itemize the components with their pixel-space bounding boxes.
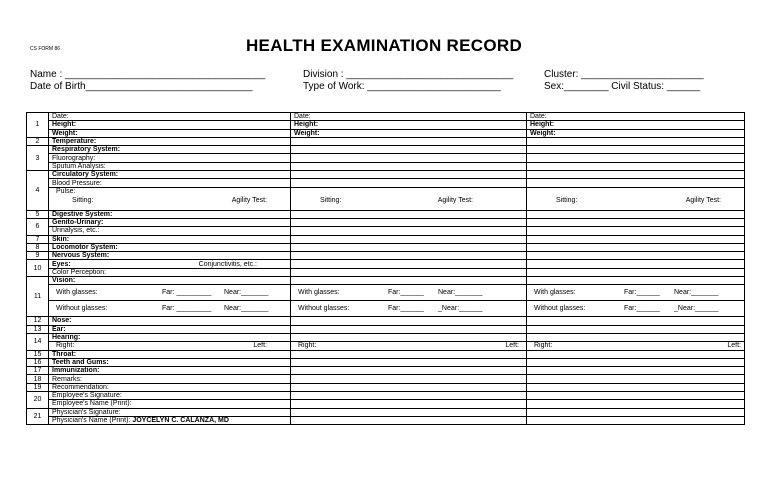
entry-cell[interactable] — [527, 162, 745, 170]
employee-signature-label: Employee's Signature: — [49, 392, 291, 400]
pulse-entry-cell[interactable] — [291, 187, 527, 210]
skin-label: Skin: — [49, 235, 291, 243]
right-label: Right: — [298, 342, 317, 350]
table-row — [27, 325, 745, 333]
row-number: 15 — [27, 350, 49, 358]
table-row — [27, 162, 745, 170]
row-number: 7 — [27, 235, 49, 243]
table-row — [27, 235, 745, 243]
entry-cell[interactable] — [291, 154, 527, 162]
far-label: Far:______ — [624, 305, 660, 313]
right-label: Right: — [534, 342, 553, 350]
entry-cell[interactable] — [291, 146, 527, 154]
sitting-label: Sitting: — [320, 196, 342, 204]
entry-cell[interactable] — [527, 171, 745, 179]
entry-cell[interactable] — [527, 235, 745, 243]
row-number: 3 — [27, 146, 49, 171]
with-glasses-entry[interactable] — [527, 285, 745, 301]
row-number: 11 — [27, 277, 49, 317]
height-label: Height: — [49, 121, 291, 129]
row-number: 8 — [27, 243, 49, 251]
cluster-field[interactable]: Cluster: ______________________ — [544, 69, 704, 80]
table-row — [27, 333, 745, 341]
table-row — [27, 285, 745, 301]
date-label[interactable]: Date: — [291, 113, 527, 121]
entry-cell[interactable] — [291, 375, 527, 383]
far-label: Far: _________ — [162, 289, 212, 297]
table-row — [27, 268, 745, 276]
weight-label: Weight: — [49, 129, 291, 137]
entry-cell[interactable] — [291, 392, 527, 400]
table-row — [27, 383, 745, 391]
row-number: 21 — [27, 408, 49, 425]
entry-cell[interactable] — [291, 179, 527, 187]
with-glasses-label: With glasses: — [534, 289, 576, 297]
entry-cell[interactable] — [527, 146, 745, 154]
table-row — [27, 187, 745, 210]
entry-cell[interactable] — [291, 408, 527, 416]
entry-cell[interactable] — [527, 400, 745, 408]
row-number: 14 — [27, 333, 49, 350]
row-number: 18 — [27, 375, 49, 383]
near-label: _Near:______ — [438, 305, 483, 313]
physician-name-label: Physician's Name (Print): — [52, 417, 131, 425]
table-row — [27, 392, 745, 400]
physician-signature-label: Physician's Signature: — [49, 408, 291, 416]
entry-cell[interactable] — [527, 227, 745, 235]
row-number: 20 — [27, 392, 49, 409]
entry-cell[interactable] — [291, 325, 527, 333]
table-row — [27, 408, 745, 416]
entry-cell[interactable] — [291, 367, 527, 375]
row-number: 10 — [27, 260, 49, 277]
remarks-label: Remarks: — [49, 375, 291, 383]
urinalysis-label: Urinalysis, etc.: — [49, 227, 291, 235]
date-label[interactable]: Date: — [527, 113, 745, 121]
near-label: Near:_______ — [224, 289, 269, 297]
entry-cell[interactable] — [527, 252, 745, 260]
table-row — [27, 277, 745, 285]
hearing-entry[interactable] — [527, 342, 745, 350]
type-of-work-field[interactable]: Type of Work: ________________________ — [303, 81, 501, 92]
entry-cell[interactable] — [527, 408, 745, 416]
with-glasses-label: With glasses: — [56, 289, 98, 297]
date-label: Date: — [49, 113, 291, 121]
table-row — [27, 317, 745, 325]
entry-cell[interactable] — [527, 383, 745, 391]
physician-name-cell — [49, 416, 291, 424]
row-number: 17 — [27, 367, 49, 375]
blood-pressure-label: Blood Pressure: — [49, 179, 291, 187]
without-glasses-entry[interactable] — [291, 301, 527, 317]
hearing-cell — [49, 342, 291, 350]
near-label: Near:_______ — [224, 305, 269, 313]
entry-cell[interactable] — [291, 268, 527, 276]
color-perception-label: Color Perception: — [49, 268, 291, 276]
entry-cell[interactable] — [291, 162, 527, 170]
left-label: Left: — [253, 342, 267, 350]
row-number: 5 — [27, 210, 49, 218]
table-row — [27, 171, 745, 179]
hearing-entry[interactable] — [291, 342, 527, 350]
agility-label: Agility Test: — [685, 196, 721, 204]
far-label: Far:______ — [388, 305, 424, 313]
physician-name-value: JOYCELYN C. CALANZA, MD — [132, 417, 229, 425]
nervous-label: Nervous System: — [49, 252, 291, 260]
fluorography-label: Fluorography: — [49, 154, 291, 162]
entry-cell[interactable] — [291, 416, 527, 424]
with-glasses-cell — [49, 285, 291, 301]
hearing-label: Hearing: — [49, 333, 291, 341]
eyes-cell — [49, 260, 291, 268]
table-row — [27, 146, 745, 154]
entry-cell[interactable] — [527, 243, 745, 251]
eyes-label: Eyes: — [52, 260, 71, 268]
table-row — [27, 301, 745, 317]
teeth-label: Teeth and Gums: — [49, 358, 291, 366]
entry-cell[interactable] — [527, 416, 745, 424]
entry-cell[interactable] — [527, 367, 745, 375]
sitting-label: Sitting: — [72, 196, 94, 204]
entry-cell[interactable] — [291, 260, 527, 268]
entry-cell[interactable] — [527, 375, 745, 383]
immunization-label: Immunization: — [49, 367, 291, 375]
entry-cell[interactable] — [527, 210, 745, 218]
entry-cell[interactable] — [291, 350, 527, 358]
entry-cell[interactable] — [527, 277, 745, 285]
row-number: 4 — [27, 171, 49, 211]
without-glasses-label: Without glasses: — [534, 305, 586, 313]
entry-cell[interactable] — [291, 235, 527, 243]
ear-label: Ear: — [49, 325, 291, 333]
digestive-label: Digestive System: — [49, 210, 291, 218]
table-row — [27, 218, 745, 226]
entry-cell[interactable] — [291, 317, 527, 325]
row-number: 12 — [27, 317, 49, 325]
table-row — [27, 252, 745, 260]
entry-cell[interactable] — [291, 243, 527, 251]
locomotor-label: Locomotor System: — [49, 243, 291, 251]
table-row — [27, 113, 745, 121]
row-number: 16 — [27, 358, 49, 366]
height-label[interactable]: Height: — [291, 121, 527, 129]
row-number: 9 — [27, 252, 49, 260]
row-number: 13 — [27, 325, 49, 333]
dob-field[interactable]: Date of Birth______________________________ — [30, 81, 253, 92]
conjunctivitis-label: Conjunctivitis, etc.: — [198, 260, 257, 268]
pulse-cell — [49, 187, 291, 210]
entry-cell[interactable] — [527, 333, 745, 341]
entry-cell[interactable] — [527, 268, 745, 276]
entry-cell[interactable] — [291, 383, 527, 391]
near-label: Near:_______ — [438, 289, 483, 297]
with-glasses-entry[interactable] — [291, 285, 527, 301]
name-field[interactable]: Name : ____________________________________ — [30, 69, 266, 80]
temperature-label: Temperature: — [49, 137, 291, 145]
entry-cell[interactable] — [527, 137, 745, 145]
sitting-label: Sitting: — [556, 196, 578, 204]
entry-cell[interactable] — [291, 333, 527, 341]
entry-cell[interactable] — [527, 358, 745, 366]
agility-label: Agility Test: — [437, 196, 473, 204]
row-number: 1 — [27, 113, 49, 138]
sex-civil-status-field[interactable]: Sex:________ Civil Status: ______ — [544, 81, 701, 92]
row-number: 19 — [27, 383, 49, 391]
far-label: Far:______ — [624, 289, 660, 297]
entry-cell[interactable] — [291, 137, 527, 145]
recommendation-label: Recommendation: — [49, 383, 291, 391]
weight-label[interactable]: Weight: — [291, 129, 527, 137]
without-glasses-label: Without glasses: — [298, 305, 350, 313]
without-glasses-cell — [49, 301, 291, 317]
table-row — [27, 416, 745, 424]
without-glasses-label: Without glasses: — [56, 305, 108, 313]
table-row — [27, 129, 745, 137]
table-row — [27, 260, 745, 268]
entry-cell[interactable] — [527, 154, 745, 162]
genito-label: Genito-Urinary: — [49, 218, 291, 226]
entry-cell[interactable] — [291, 400, 527, 408]
table-row — [27, 367, 745, 375]
table-row — [27, 375, 745, 383]
with-glasses-label: With glasses: — [298, 289, 340, 297]
height-label[interactable]: Height: — [527, 121, 745, 129]
throat-label: Throat: — [49, 350, 291, 358]
left-label: Left: — [727, 342, 741, 350]
table-row — [27, 400, 745, 408]
pulse-entry-cell[interactable] — [527, 187, 745, 210]
far-label: Far:______ — [388, 289, 424, 297]
agility-label: Agility Test: — [231, 196, 267, 204]
entry-cell[interactable] — [527, 260, 745, 268]
circulatory-label: Circulatory System: — [49, 171, 291, 179]
employee-name-label: Employee's Name (Print): — [49, 400, 291, 408]
table-row — [27, 350, 745, 358]
table-row — [27, 121, 745, 129]
entry-cell[interactable] — [291, 171, 527, 179]
entry-cell[interactable] — [527, 317, 745, 325]
table-row — [27, 210, 745, 218]
table-row — [27, 243, 745, 251]
entry-cell[interactable] — [527, 325, 745, 333]
pulse-label: Pulse: — [56, 187, 76, 195]
vision-label: Vision: — [49, 277, 291, 285]
entry-cell[interactable] — [291, 252, 527, 260]
respiratory-label: Respiratory System: — [49, 146, 291, 154]
entry-cell[interactable] — [291, 358, 527, 366]
nose-label: Nose: — [49, 317, 291, 325]
near-label: _Near:______ — [674, 305, 719, 313]
weight-label[interactable]: Weight: — [527, 129, 745, 137]
far-label: Far: _________ — [162, 305, 212, 313]
entry-cell[interactable] — [291, 227, 527, 235]
entry-cell[interactable] — [527, 392, 745, 400]
entry-cell[interactable] — [291, 218, 527, 226]
entry-cell[interactable] — [291, 210, 527, 218]
entry-cell[interactable] — [527, 179, 745, 187]
sputum-label: Sputum Analysis: — [49, 162, 291, 170]
near-label: Near:_______ — [674, 289, 719, 297]
division-field[interactable]: Division : ______________________________ — [303, 69, 514, 80]
entry-cell[interactable] — [527, 218, 745, 226]
left-label: Left: — [505, 342, 519, 350]
right-label: Right: — [56, 342, 75, 350]
row-number: 6 — [27, 218, 49, 235]
without-glasses-entry[interactable] — [527, 301, 745, 317]
entry-cell[interactable] — [291, 277, 527, 285]
table-row — [27, 154, 745, 162]
exam-table — [26, 112, 745, 425]
table-row — [27, 227, 745, 235]
row-number: 2 — [27, 137, 49, 145]
table-row — [27, 358, 745, 366]
table-row — [27, 342, 745, 350]
page-title: HEALTH EXAMINATION RECORD — [245, 36, 523, 55]
form-code: CS FORM 86 — [30, 46, 61, 52]
table-row — [27, 137, 745, 145]
table-row — [27, 179, 745, 187]
entry-cell[interactable] — [527, 350, 745, 358]
